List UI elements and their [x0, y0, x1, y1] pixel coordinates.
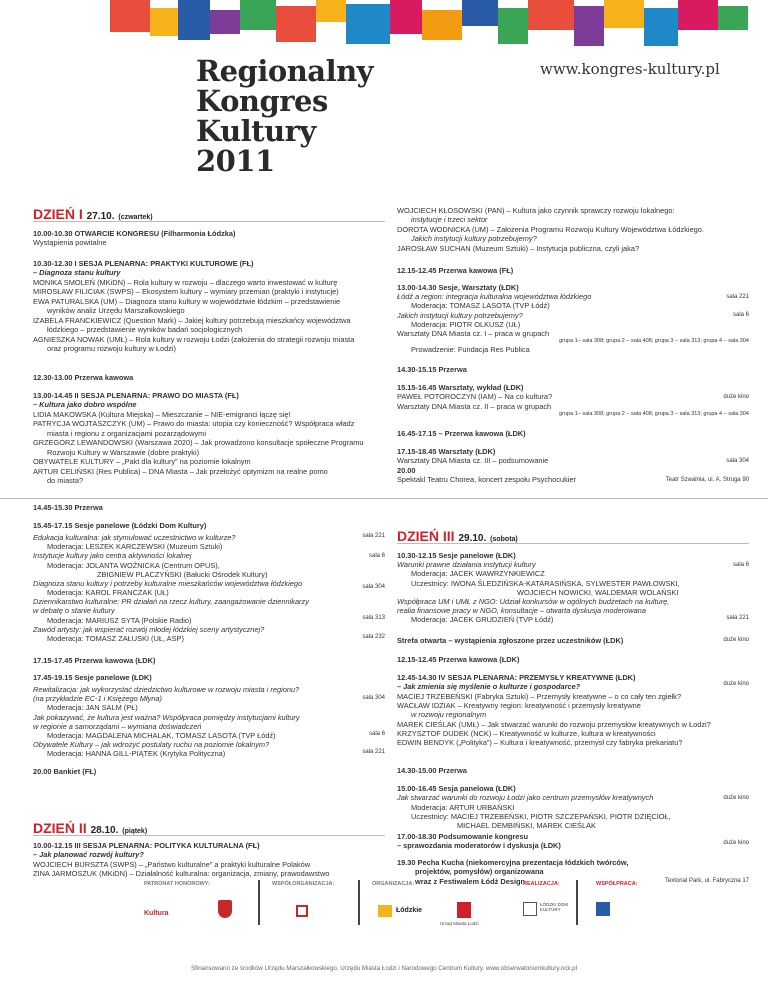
lodzkie-logo: Łódzkie	[396, 907, 423, 914]
panel-title: Warunki prawne działania instytucji kultury	[397, 560, 536, 570]
talk-item: PATRYCJA WOJTASZCZYK (UM) – Prawo do miasta: utopia czy konieczność? Współpraca władz	[33, 419, 355, 429]
session-panel-final: 15.00-16.45 Sesja panelowa (ŁDK)	[397, 784, 516, 793]
moderator: Moderacja: TOMASZ ZAŁUSKI (UŁ, ASP)	[47, 633, 184, 643]
participants: Uczestnicy: MACIEJ TRZEBEŃSKI, PIOTR SZCZEPAŃSKI, PIOTR DZIĘCIOŁ,	[411, 811, 671, 821]
panel-title: Jak stwarzać warunki do rozwoju Łodzi jako centrum przemysłów kreatywnych	[397, 793, 654, 803]
panel-title: Jakich instytucji kultury potrzebujemy?	[397, 310, 523, 320]
session-plenary-3: 10.00-12.15 III SESJA PLENARNA: POLITYKA KULTURALNA (FŁ)	[33, 841, 260, 850]
moderator: Moderacja: ARTUR URBAŃSKI	[411, 802, 515, 812]
talk-item: MIROSŁAW FILICIAK (SWPS) – Ekosystem kultury – wymiary przemian (praktyki i instytucje)	[33, 287, 339, 297]
talk-item: KRZYSZTOF DUDEK (NCK) – Kreatywność w kulturze, kultura w kreatywności	[397, 728, 656, 738]
session-plenary-1: 10.30-12.30 I SESJA PLENARNA: PRAKTYKI KULTUROWE (FŁ)	[33, 259, 254, 268]
summary-sub: – sprawozdania moderatorów i dyskusja (ŁDK)	[397, 841, 561, 851]
panel-title: Rewitalizacja: jak wykorzystać dziedzictwo kulturowe w rozwoju miasta i regionu?	[33, 685, 300, 695]
panel-title: (na przykładzie EC-1 i Księżego Młyna)	[33, 694, 162, 704]
moderator: Moderacja: HANNA GILL-PIĄTEK (Krytyka Polityczna)	[47, 749, 226, 759]
room: sala 6	[368, 731, 385, 738]
event-time: 20.00	[397, 465, 416, 475]
talk-item: EDWIN BENDYK („Polityka”) – Kultura i kreatywność, przemysł czy fabryka prekariatu?	[397, 738, 683, 748]
logo-line: Regionalny	[196, 54, 374, 88]
header-decoration	[0, 0, 768, 60]
session-workshops-3: 17.15-18.45 Warsztaty (ŁDK)	[397, 447, 496, 456]
moderator: Moderacja: MARIUSZ SYTA (Polskie Radio)	[47, 615, 192, 625]
session-lecture: 15.15-16.45 Warsztaty, wykład (ŁDK)	[397, 383, 524, 392]
uml-logo: Urząd Miasta Łodzi	[440, 921, 479, 926]
panel-title: Zawód artysty: jak wspierać rozwój młodej łódzkiej sceny artystycznej?	[33, 624, 265, 634]
room: Textorial Park, ul. Fabryczna 17	[664, 878, 749, 884]
footer-label: REALIZACJA:	[523, 881, 560, 887]
groups: grupa 1– sala 308; grupa 2 – sala 408; grupa 3 – sala 313; grupa 4 – sala 304	[559, 410, 749, 417]
room: sala 6	[732, 562, 749, 569]
moderator: Moderacja: JACEK GRUDZIEŃ (TVP Łódź)	[411, 615, 554, 625]
pecha-kucha: 19.30 Pecha Kucha (niekomercyjna prezentacja łódzkich twórców,	[397, 858, 629, 867]
room: sala 221	[726, 615, 749, 622]
room: sala 313	[362, 615, 385, 622]
break: 14.30-15.15 Przerwa	[397, 365, 467, 374]
break: 12.15-12.45 Przerwa kawowa (ŁDK)	[397, 655, 520, 664]
ldk-logo-icon	[523, 902, 537, 916]
session-subtitle: – Jak planować rozwój kultury?	[33, 850, 144, 860]
divider	[258, 880, 260, 925]
talk-item: miasta i regionu z organizacjami pozarządowymi	[47, 428, 206, 438]
site-url[interactable]: www.kongres-kultury.pl	[540, 60, 720, 78]
talk-item: MACIEJ TRZEBEŃSKI (Fabryka Sztuki) – Przemysły kreatywne – o co cały ten zgiełk?	[397, 691, 682, 701]
talk-item: Jakich instytucji kultury potrzebujemy?	[411, 234, 537, 244]
session-opening: 10.00-10.30 OTWARCIE KONGRESU (Filharmonia Łódzka)	[33, 229, 236, 238]
session-panels-3: 10.30-12.15 Sesje panelowe (ŁDK)	[397, 551, 516, 560]
session-sub: Wystąpienia powitalne	[33, 238, 107, 248]
logo-line: 2011	[196, 144, 275, 178]
talk-item: GRZEGORZ LEWANDOWSKI (Warszawa 2020) – Jak prowadzono konsultacje społeczne Programu	[33, 438, 364, 448]
room: sala 304	[726, 458, 749, 465]
moderator: Moderacja: KAROL FRANCZAK (UŁ)	[47, 588, 169, 598]
participants: Uczestnicy: IWONA ŚLEDZIŃSKA-KATARASIŃSKA, SYLWESTER PAWŁOWSKI,	[411, 578, 680, 588]
break: 14.45-15.30 Przerwa	[33, 503, 103, 512]
talk-item: JAROSŁAW SUCHAN (Muzeum Sztuki) – Instytucja publiczna, czyli jaka?	[397, 243, 640, 253]
summary: 17.00-18.30 Podsumowanie kongresu	[397, 832, 529, 841]
workshop: Warsztaty DNA Miasta cz. II – praca w grupach	[397, 401, 552, 411]
talk-item: DOROTA WODNICKA (UM) – Założenia Programu Rozwoju Kultury Województwa Łódzkiego.	[397, 224, 704, 234]
talk-item: instytucje i trzeci sektor	[411, 215, 488, 225]
moderator: Moderacja: JOLANTA WOŹNICKA (Centrum OPUS),	[47, 560, 220, 570]
talk-item: ZINA JARMOSZUK (MKiDN) – Działalność kulturalna: organizacja, zmiany, prawodawstwo	[33, 869, 330, 879]
moderator: Moderacja: PIOTR OLKUSZ (UŁ)	[411, 319, 521, 329]
open-zone: Strefa otwarta – wystąpienia zgłoszone przez uczestników (ŁDK)	[397, 636, 624, 645]
participants: MICHAEL DEMBIŃSKI, MAREK CIEŚLAK	[457, 821, 596, 831]
talk-item: MONIKA SMOLEŃ (MKiDN) – Rola kultury w rozwoju – dlaczego warto inwestować w kulturę	[33, 277, 338, 287]
talk-item: łódzkiego – przedstawienie wyników badań socjologicznych	[47, 325, 243, 335]
panel-title: Współpraca UM i UMŁ z NGO: Udział konkursów w ogólnych budżetach na kulturę,	[397, 596, 670, 606]
partner-logo-icon	[596, 902, 610, 916]
talk-item: EWA PATURALSKA (UM) – Diagnoza stanu kultury w województwie łódzkim – przedstawienie	[33, 296, 341, 306]
uml-logo-icon	[457, 902, 471, 918]
moderator: ZBIGNIEW PLACZYŃSKI (Bałucki Ośrodek Kultury)	[97, 569, 268, 579]
moderator: Moderacja: LESZEK KARCZEWSKI (Muzeum Sztuki)	[47, 542, 223, 552]
talk-item: Rozwoju Kultury w Warszawie (dobre praktyki)	[47, 447, 200, 457]
moderator: Moderacja: JAN SALM (PŁ)	[47, 703, 138, 713]
break: 16.45-17.15 – Przerwa kawowa (ŁDK)	[397, 429, 526, 438]
panel-title: Diagnoza stanu kultury i potrzeby kulturalne mieszkańców województwa łódzkiego	[33, 578, 303, 588]
footer-label: PATRONAT HONOROWY:	[144, 881, 210, 887]
ministry-logo: Kultura	[144, 910, 169, 917]
moderator: Prowadzenie: Fundacja Res Publica	[411, 344, 530, 354]
talk-item: oraz programu rozwoju kultury w Łodzi)	[47, 344, 176, 354]
lodzkie-logo-icon	[378, 905, 392, 917]
break: 14.30-15.00 Przerwa	[397, 766, 467, 775]
room: sala 221	[362, 533, 385, 540]
room: sala 221	[726, 294, 749, 301]
break: 12.30-13.00 Przerwa kawowa	[33, 373, 134, 382]
room: sala 221	[362, 749, 385, 756]
room: sala 232	[362, 634, 385, 641]
event: Spektakl Teatru Chorea, koncert zespołu Psychocukier	[397, 475, 576, 485]
room: Teatr Szwalnia, ul. A. Struga 90	[665, 477, 749, 484]
talk-item: AGNIESZKA NOWAK (UMŁ) – Rola kultury w rozwoju Łodzi (założenia do strategii rozwoju miasta	[33, 334, 355, 344]
workshop: Warsztaty DNA Miasta cz. I – praca w grupach	[397, 328, 550, 338]
session-subtitle: – Jak zmienia się myślenie o kulturze i gospodarce?	[397, 682, 581, 692]
logo-line: Kongres	[196, 84, 328, 118]
day3-title: DZIEŃ III 29.10. (sobota)	[397, 528, 518, 544]
moderator: Moderacja: TOMASZ LASOTA (TVP Łódź)	[411, 301, 550, 311]
ncc-logo-icon	[296, 905, 308, 917]
day2-title: DZIEŃ II 28.10. (piątek)	[33, 820, 148, 836]
pecha-kucha: wraz z Festiwalem Łódź Design	[415, 876, 526, 886]
panel-title: Dziennikarstwo kulturalne: PR działań na rzecz kultury, zaangażowanie dziennikarzy	[33, 597, 309, 607]
moderator: Moderacja: JACEK WAWRZYNKIEWICZ	[411, 569, 545, 579]
participants: WOJCIECH NOWICKI, WALDEMAR WOLAŃSKI	[517, 587, 679, 597]
talk-item: ARTUR CELIŃSKI (Res Publica) – DNA Miasta – Jak przełożyć optymizm na realne pomo	[33, 466, 328, 476]
footer-label: WSPÓŁORGANIZACJA:	[272, 881, 335, 887]
talk-item: wyników analiz Urzędu Marszałkowskiego	[47, 306, 185, 316]
room: duże kino	[723, 840, 749, 846]
panel-title: Edukacja kulturalna: jak stymulować uczestnictwo w kulturze?	[33, 533, 236, 543]
footer-label: WSPÓŁPRACA:	[596, 881, 638, 887]
talk-item: WOJCIECH KŁOSOWSKI (PAN) – Kultura jako czynnik sprawczy rozwoju lokalnego:	[397, 206, 675, 215]
break: 12.15-12.45 Przerwa kawowa (FŁ)	[397, 266, 514, 275]
logo-line: Kultury	[196, 114, 316, 148]
session-panels-2: 17.45-19.15 Sesje panelowe (ŁDK)	[33, 673, 152, 682]
talk-item: WACŁAW IDZIAK – Kreatywny region: kreatywność i przemysły kreatywne	[397, 700, 641, 710]
room: duże kino	[723, 637, 749, 643]
moderator: Moderacja: MAGDALENA MICHALAK, TOMASZ LASOTA (TVP Łódź)	[47, 730, 276, 740]
room: sala 6	[368, 553, 385, 560]
talk-item: PAWEŁ POTOROCZYN (IAM) – Na co kultura?	[397, 392, 553, 402]
room: duże kino	[723, 681, 749, 687]
room: sala 304	[362, 584, 385, 591]
talk-item: OBYWATELE KULTURY – „Pakt dla kultury” na poziomie lokalnym	[33, 457, 251, 467]
session-panels-1: 15.45-17.15 Sesje panelowe (Łódzki Dom Kultury)	[33, 521, 207, 530]
talk-item: do miasta?	[47, 476, 84, 486]
panel-title: w debatę o stanie kultury	[33, 606, 115, 616]
room: duże kino	[723, 795, 749, 802]
panel-title: w regionie a samorządami – wymiana doświadczeń	[33, 721, 202, 731]
ldk-logo: ŁÓDZKI DOM KULTURY	[540, 902, 569, 913]
session-subtitle: – Diagnoza stanu kultury	[33, 268, 121, 278]
talk-item: LIDIA MAKOWSKA (Kultura Miejska) – Mieszczanie – NIE-emigranci łączę się!	[33, 409, 291, 419]
talk-item: MAREK CIEŚLAK (UMŁ) – Jak stwarzać warunki do rozwoju przemysłów kreatywnych w Łodzi?	[397, 719, 711, 729]
panel-title: Łódź a region: integracja kulturalna województwa łódzkiego	[397, 292, 592, 302]
talk-item: IZABELA FRANCKIEWICZ (Question Mark) – Jakiej kultury potrzebują mieszkańcy województwa	[33, 315, 351, 325]
break: 17.15-17.45 Przerwa kawowa (ŁDK)	[33, 656, 156, 665]
panel-title: realia finansowe pracy w NGO, konsultacje – otwarta dyskusja moderowana	[397, 606, 646, 616]
session-workshops: 13.00-14.30 Sesje, Warsztaty (ŁDK)	[397, 283, 519, 292]
divider	[576, 880, 578, 925]
talk-item: w rozwoju regionalnym	[411, 710, 487, 720]
footer-label: ORGANIZACJA:	[372, 881, 415, 887]
eagle-icon	[218, 900, 232, 918]
pecha-kucha: projektów, pomysłów) organizowana	[415, 867, 544, 877]
workshop: Warsztaty DNA Miasta cz. III – podsumowanie	[397, 456, 549, 466]
session-plenary-2: 13.00-14.45 II SESJA PLENARNA: PRAWO DO MIASTA (FŁ)	[33, 391, 239, 400]
room: sala 304	[362, 695, 385, 702]
session-plenary-4: 12.45-14.30 IV SESJA PLENARNA: PRZEMYSŁY KREATYWNE (ŁDK)	[397, 673, 636, 682]
panel-title: Instytucje kultury jako centra aktywności lokalnej	[33, 551, 192, 561]
groups: grupa 1– sala 308; grupa 2 – sala 408; grupa 3 – sala 313; grupa 4 – sala 304	[559, 338, 749, 345]
room: sala 6	[732, 312, 749, 319]
panel-title: Jak pokazywać, że kultura jest ważna? Współpraca pomiędzy instytucjami kultury	[33, 712, 300, 722]
panel-title: Obywatele Kultury – jak wdrożyć postulaty ruchu na poziomie lokalnym?	[33, 740, 270, 750]
session-subtitle: – Kultura jako dobro wspólne	[33, 400, 137, 410]
footer-note: Sfinansowano ze środków Urzędu Marszałkowskiego, Urzędu Miasta Łodzi i Narodowego Centrum Kultury. www.obserwatoriumkultury.nck.pl	[191, 965, 577, 972]
congress-logo	[196, 56, 373, 176]
talk-item: WOJCIECH BURSZTA (SWPS) – „Państwo kulturalne” a praktyki kulturalne Polaków	[33, 859, 311, 869]
day1-title: DZIEŃ I 27.10. (czwartek)	[33, 206, 153, 222]
divider	[358, 880, 360, 925]
room: duże kino	[723, 394, 749, 401]
banquet: 20.00 Bankiet (FŁ)	[33, 767, 97, 776]
